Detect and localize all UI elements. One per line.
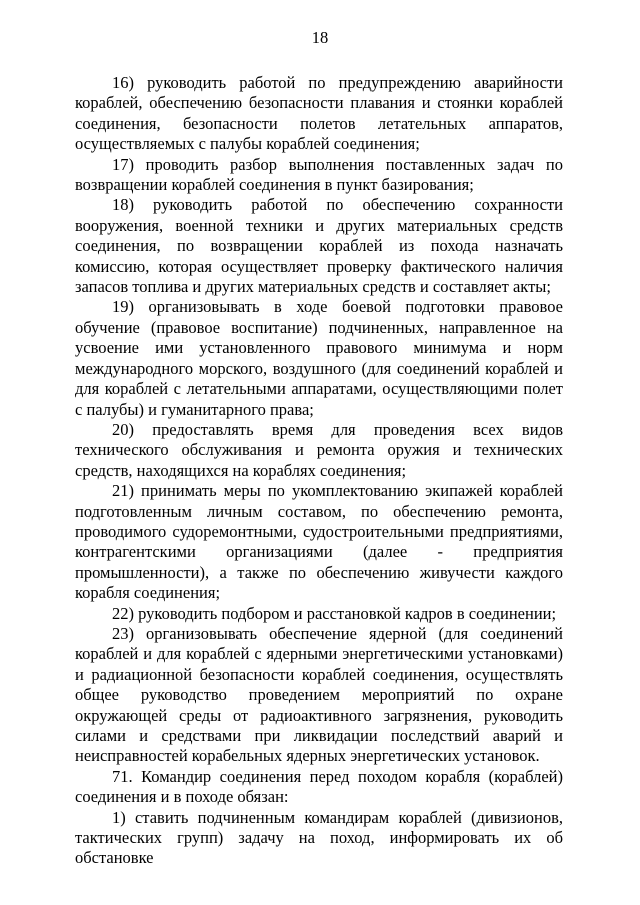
paragraph-item-20: 20) предоставлять время для проведения всех видов технического обслуживания и ремонта оружия и технических средств, находящихся на кораблях соединения; xyxy=(75,419,563,480)
paragraph-section-71: 71. Командир соединения перед походом корабля (кораблей) соединения и в походе обязан: xyxy=(75,766,563,807)
paragraph-item-23: 23) организовывать обеспечение ядерной (для соединений кораблей и для кораблей с ядерными энергетическими установками) и радиационной безопасности кораблей соединения, осуществлять общее руководство проведением мероприятий по охране окружающей среды от радиоактивного загрязнения, руководить силами и средствами при ликвидации последствий аварий и неисправностей корабельных ядерных энергетических установок. xyxy=(75,623,563,766)
paragraph-item-19: 19) организовывать в ходе боевой подготовки правовое обучение (правовое воспитание) подчиненных, направленное на усвоение ими установленного правового минимума и норм международного морского, воздушного (для соединений кораблей и для кораблей с летательными аппаратами, осуществляющими полет с палубы) и гуманитарного права; xyxy=(75,297,563,419)
paragraph-item-16: 16) руководить работой по предупреждению аварийности кораблей, обеспечению безопасности плавания и стоянки кораблей соединения, безопасности полетов летательных аппаратов, осуществляемых с палубы кораблей соединения; xyxy=(75,73,563,154)
paragraph-item-17: 17) проводить разбор выполнения поставленных задач по возвращении кораблей соединения в пункт базирования; xyxy=(75,154,563,195)
document-body xyxy=(75,73,563,869)
paragraph-item-18: 18) руководить работой по обеспечению сохранности вооружения, военной техники и других материальных средств соединения, по возвращении кораблей из похода назначать комиссию, которая осуществляет проверку фактического наличия запасов топлива и других материальных средств и составляет акты; xyxy=(75,195,563,297)
paragraph-item-22: 22) руководить подбором и расстановкой кадров в соединении; xyxy=(112,603,557,623)
paragraph-item-21: 21) принимать меры по укомплектованию экипажей кораблей подготовленным личным составом, по обеспечению ремонта, проводимого судоремонтными, судостроительными предприятиями, контрагентскими организациями (далее - предприятия промышленности), а также по обеспечению живучести каждого корабля соединения; xyxy=(75,481,563,603)
page-number: 18 xyxy=(311,28,329,47)
paragraph-item-1: 1) ставить подчиненным командирам кораблей (дивизионов, тактических групп) задачу на поход, информировать их об обстановке xyxy=(75,807,563,868)
